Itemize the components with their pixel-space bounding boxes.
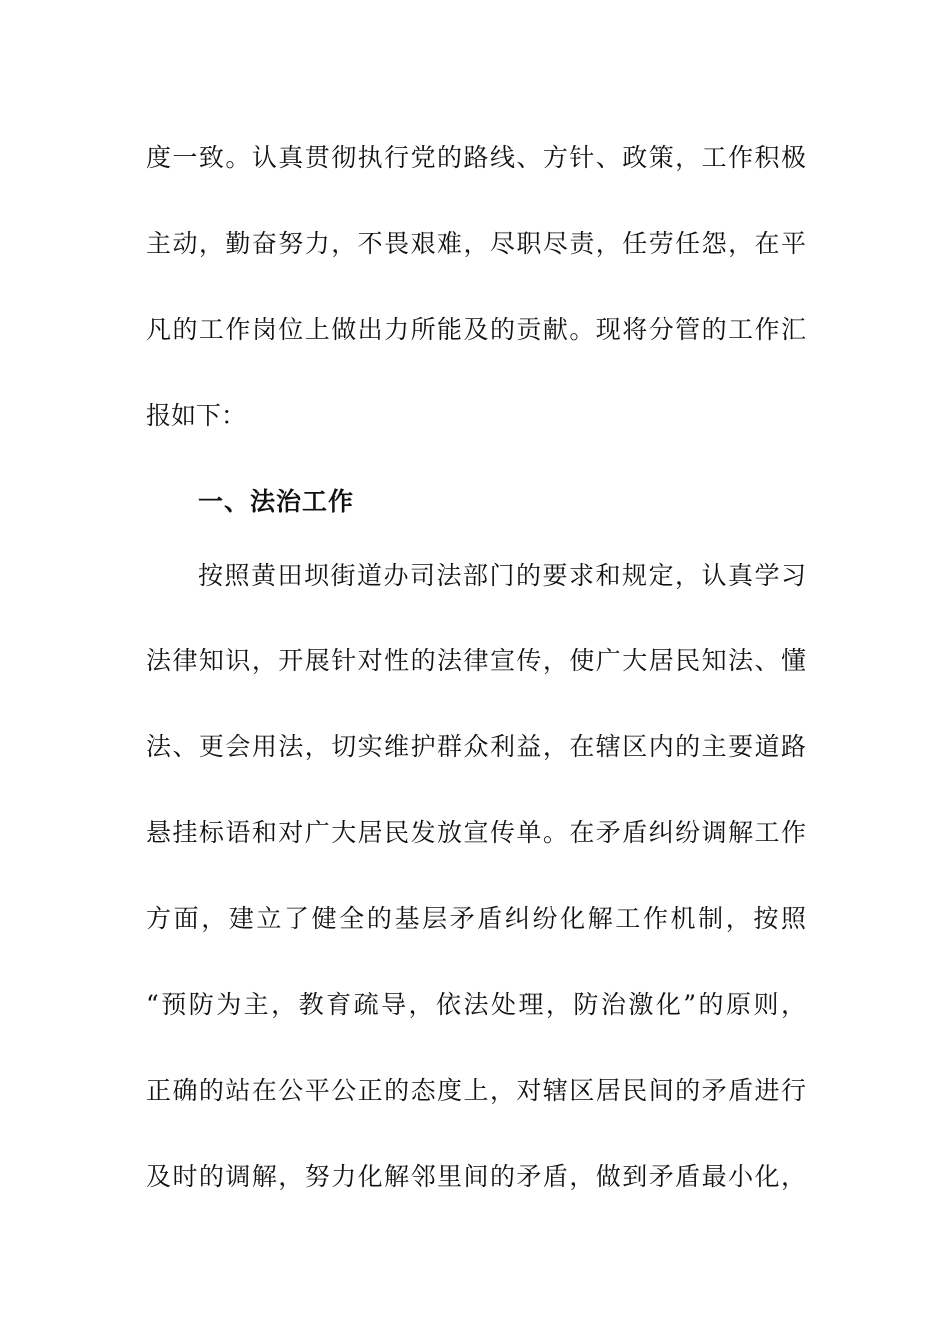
paragraph-line: 法律知识，开展针对性的法律宣传，使广大居民知法、懂 [146,646,806,675]
paragraph-line: 凡的工作岗位上做出力所能及的贡献。现将分管的工作汇 [146,315,806,344]
paragraph-line: 法、更会用法，切实维护群众利益，在辖区内的主要道路 [146,732,806,761]
paragraph-line: 悬挂标语和对广大居民发放宣传单。在矛盾纠纷调解工作 [146,818,806,847]
section-heading: 一、法治工作 [198,487,355,516]
paragraph-line: 按照黄田坝街道办司法部门的要求和规定，认真学习 [198,561,806,590]
paragraph-line: 主动，勤奋努力，不畏艰难，尽职尽责，任劳任怨，在平 [146,229,806,258]
paragraph-line: 报如下： [146,401,247,430]
paragraph-line: 度一致。认真贯彻执行党的路线、方针、政策，工作积极 [146,143,806,172]
paragraph-line: 方面，建立了健全的基层矛盾纠纷化解工作机制，按照 [146,904,806,933]
paragraph-line: 及时的调解，努力化解邻里间的矛盾，做到矛盾最小化， [146,1162,806,1191]
paragraph-line: “预防为主，教育疏导，依法处理，防治激化”的原则， [146,990,806,1019]
paragraph-line: 正确的站在公平公正的态度上，对辖区居民间的矛盾进行 [146,1076,806,1105]
